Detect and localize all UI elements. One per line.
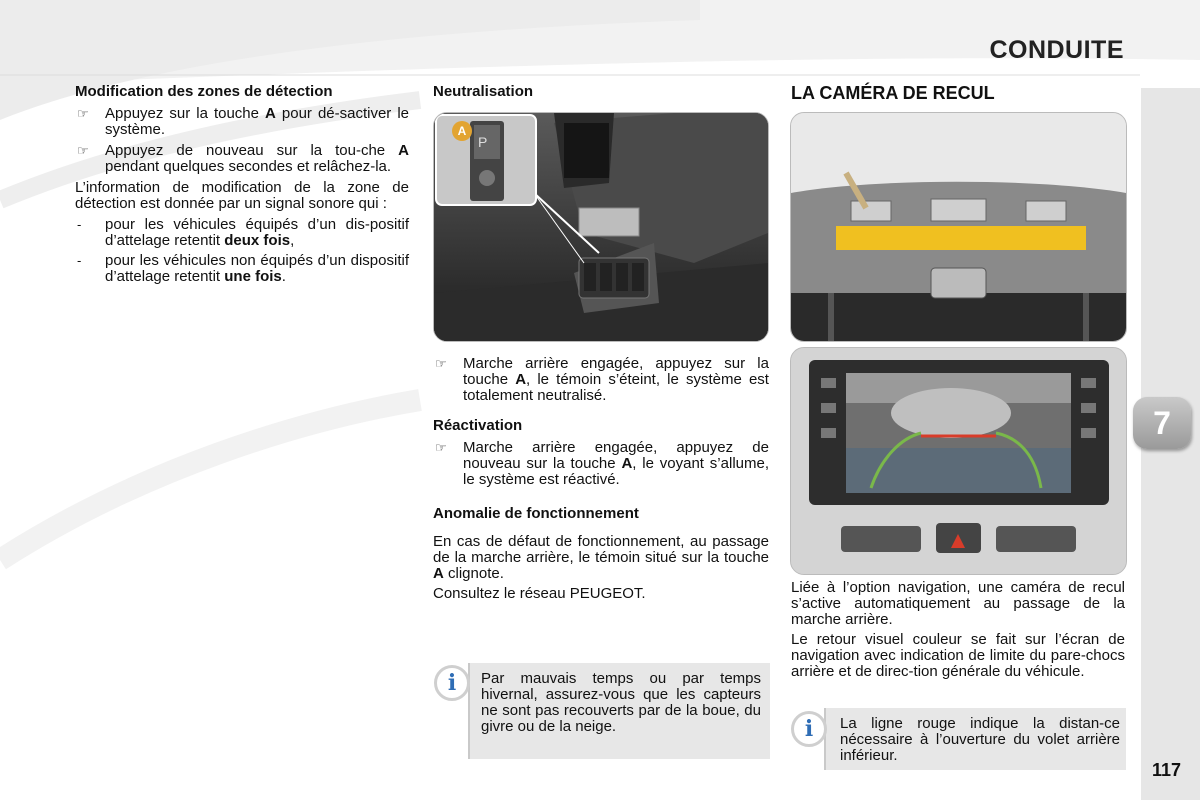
step-neutralise: ☞ Marche arrière engagée, appuyez sur la touche A, le témoin s’éteint, le système est totalement neutralisé.	[435, 355, 769, 404]
column-neutralisation-text	[433, 356, 769, 602]
step-hold-press: ☞ Appuyez de nouveau sur la tou-che A pendant quelques secondes et relâchez-la.	[77, 142, 409, 175]
dashboard-switch-photo	[433, 112, 769, 342]
dashboard-illustration	[434, 113, 768, 341]
page-number: 117	[1152, 760, 1182, 780]
paragraph-signal: L’information de modification de la zone de détection est donnée par un signal sonore qui :	[75, 179, 409, 212]
paragraph-consult: Consultez le réseau PEUGEOT.	[433, 585, 646, 602]
column-detection-zones	[75, 84, 409, 285]
tailgate-illustration	[791, 113, 1126, 341]
step-reactivate: ☞ Marche arrière engagée, appuyez de nouveau sur la touche A, le voyant s’allume, le système est réactivé.	[435, 439, 769, 488]
heading-neutralisation: Neutralisation	[433, 83, 534, 100]
hand-pointer-icon: ☞	[77, 106, 89, 121]
navigation-screen-illustration	[791, 348, 1126, 574]
hand-pointer-icon: ☞	[435, 440, 447, 455]
column-neutralisation	[433, 84, 769, 106]
heading-detection-zones: Modification des zones de détection	[75, 83, 333, 100]
paragraph-visual-feedback: Le retour visuel couleur se fait sur l’écran de navigation avec indication de limite du pare-chocs arrière et de direc-tion générale du véhicule.	[791, 631, 1125, 680]
rear-tailgate-photo	[790, 112, 1127, 342]
hand-pointer-icon: ☞	[77, 143, 89, 158]
note-red-line-text: La ligne rouge indique la distan-ce nécessaire à l’ouverture du volet arrière inférieur.	[840, 715, 1120, 764]
list-item-without-towbar: - pour les véhicules non équipés d’un dispositif d’attelage retentit une fois.	[77, 252, 409, 285]
heading-reactivation: Réactivation	[433, 417, 523, 434]
heading-camera: LA CAMÉRA DE RECUL	[791, 83, 995, 103]
section-title: CONDUITE	[989, 36, 1124, 64]
paragraph-camera-activation: Liée à l’option navigation, une caméra de recul s’active automatiquement au passage de la marche arrière.	[791, 579, 1125, 628]
chapter-number-badge: 7	[1133, 397, 1191, 449]
photo-label-a: A	[452, 121, 472, 141]
navigation-screen-photo	[790, 347, 1127, 575]
heading-anomaly: Anomalie de fonctionnement	[433, 505, 639, 522]
note-weather-text: Par mauvais temps ou par temps hivernal, assurez-vous que les capteurs ne sont pas recouverts par de la boue, du givre ou de la neige.	[481, 670, 761, 735]
info-icon: i	[434, 665, 470, 701]
hand-pointer-icon: ☞	[435, 356, 447, 371]
column-camera-text	[791, 580, 1125, 680]
list-item-with-towbar: - pour les véhicules équipés d’un dis-positif d’attelage retentit deux fois,	[77, 216, 409, 249]
step-deactivate: ☞ Appuyez sur la touche A pour dé-sactiver le système.	[77, 105, 410, 138]
info-icon: i	[791, 711, 827, 747]
svg-text:P: P	[478, 134, 488, 150]
paragraph-anomaly: En cas de défaut de fonctionnement, au passage de la marche arrière, le témoin situé sur la touche A clignote.	[433, 533, 769, 582]
